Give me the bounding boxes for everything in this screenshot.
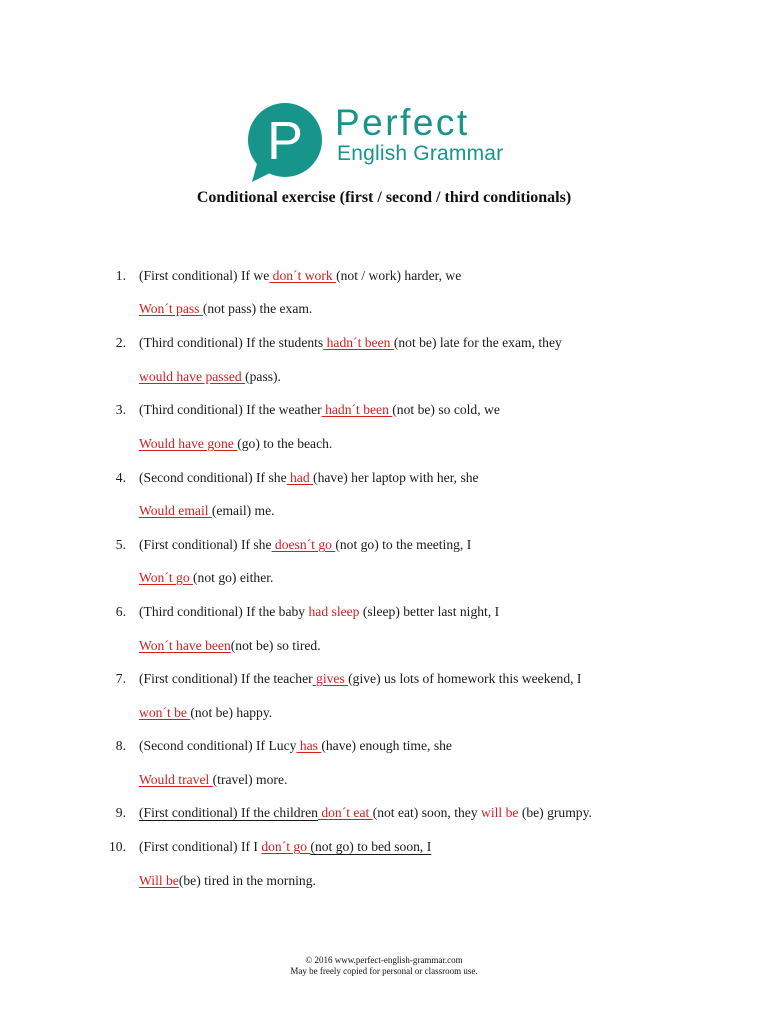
speech-bubble-logo-icon <box>244 102 328 182</box>
answer-text: will be <box>481 805 519 820</box>
item-2-line-1: (Third conditional) If the students hadn´t been (not be) late for the exam, they <box>139 335 562 350</box>
item-10-line-1: (First conditional) If I don´t go (not go) to bed soon, I <box>139 839 432 854</box>
logo-mark-letter: P <box>266 111 304 171</box>
item-1-line-1: (First conditional) If we don´t work (not / work) harder, we <box>139 268 462 283</box>
answer-text: had sleep <box>308 604 360 619</box>
answer-blank: has <box>296 738 322 753</box>
item-3-line-1: (Third conditional) If the weather hadn´t been (not be) so cold, we <box>139 402 500 417</box>
item-number: 3. <box>115 402 126 417</box>
item-5-line-1: (First conditional) If she doesn´t go (not go) to the meeting, I <box>139 537 472 552</box>
answer-blank: don´t work <box>269 268 337 283</box>
footer-license: May be freely copied for personal or classroom use. <box>290 966 478 976</box>
answer-blank: Would travel <box>139 772 213 787</box>
item-7-line-1: (First conditional) If the teacher gives (give) us lots of homework this weekend, I <box>139 671 582 686</box>
logo <box>244 102 544 182</box>
item-4-line-2: Would email (email) me. <box>139 503 275 518</box>
answer-blank: Won´t pass <box>139 301 203 316</box>
answer-blank: Would email <box>139 503 212 518</box>
page-title: Conditional exercise (first / second / third conditionals) <box>196 189 572 206</box>
answer-blank: Will be <box>139 873 179 888</box>
item-1-line-2: Won´t pass (not pass) the exam. <box>139 301 313 316</box>
item-9-line-1: (First conditional) If the children don´t eat (not eat) soon, they will be (be) grumpy. <box>139 805 592 820</box>
answer-blank: had <box>286 470 314 485</box>
item-number: 2. <box>115 335 126 350</box>
item-number: 8. <box>115 738 126 753</box>
item-number: 9. <box>115 805 126 820</box>
item-number: 1. <box>115 268 126 283</box>
item-8-line-1: (Second conditional) If Lucy has (have) enough time, she <box>139 738 452 753</box>
item-number: 4. <box>115 470 126 485</box>
item-number: 7. <box>115 671 126 686</box>
answer-blank: gives <box>312 671 349 686</box>
footer-copyright: © 2016 www.perfect-english-grammar.com <box>305 955 463 965</box>
item-8-line-2: Would travel (travel) more. <box>139 772 288 787</box>
item-3-line-2: Would have gone (go) to the beach. <box>139 436 333 451</box>
logo-word-english-grammar: English Grammar <box>337 142 504 165</box>
answer-blank: would have passed <box>139 369 246 384</box>
logo-word-perfect: Perfect <box>335 102 470 143</box>
item-7-line-2: won´t be (not be) happy. <box>139 705 273 720</box>
answer-blank: hadn´t been <box>323 335 394 350</box>
footer <box>0 955 768 977</box>
item-number: 10. <box>109 839 126 854</box>
answer-blank: doesn´t go <box>271 537 336 552</box>
item-5-line-2: Won´t go (not go) either. <box>139 570 274 585</box>
item-6-line-1: (Third conditional) If the baby had sleep (sleep) better last night, I <box>139 604 500 619</box>
answer-blank: don´t go <box>261 839 311 854</box>
item-4-line-1: (Second conditional) If she had (have) her laptop with her, she <box>139 470 479 485</box>
answer-blank: Won´t go <box>139 570 194 585</box>
answer-blank: won´t be <box>139 705 191 720</box>
item-number: 5. <box>115 537 126 552</box>
answer-blank: hadn´t been <box>321 402 393 417</box>
answer-blank: Would have gone <box>139 436 238 451</box>
item-number: 6. <box>115 604 126 619</box>
item-6-line-2: Won´t have been(not be) so tired. <box>139 638 321 653</box>
answer-blank: Won´t have been <box>139 638 231 653</box>
item-2-line-2: would have passed (pass). <box>139 369 281 384</box>
answer-blank: don´t eat <box>317 805 373 820</box>
item-10-line-2: Will be(be) tired in the morning. <box>139 873 316 888</box>
